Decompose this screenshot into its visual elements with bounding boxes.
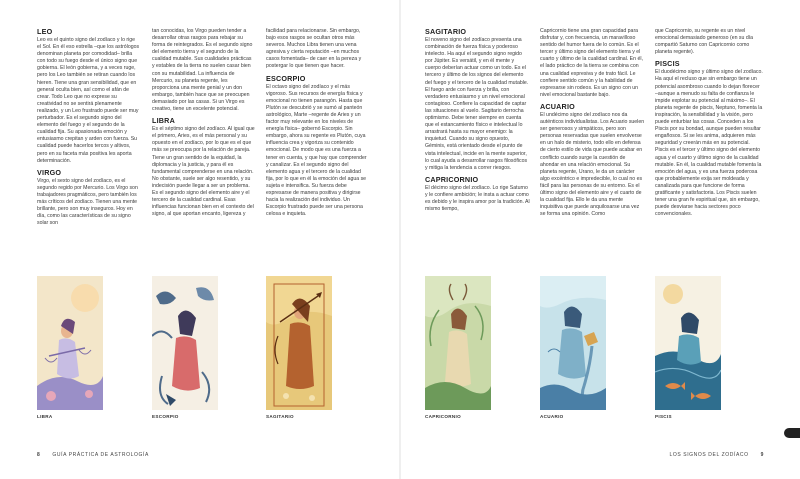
- footer-left: [37, 452, 149, 458]
- heading-capricornio: CAPRICORNIO: [425, 174, 479, 184]
- scorpio-illustration: [152, 276, 218, 410]
- heading-escorpio: ESCORPIO: [266, 73, 306, 83]
- left-page-number: 8: [37, 452, 41, 458]
- paragraph-sagitario: El noveno signo del zodíaco presenta una combinación de fuerza física y poderoso intelecto. Ha aquí el segundo signo regido por Júpiter. Es versátil, y en él mente y cuerpo deberían actuar como un todo. Es el tercero y último de los signos del elemento del fuego y el tercero de la cualidad mutable. El fuego arde con fuerza y brilla, con verdadero entusiasmo y un nivel emocional contagioso. Confiere la capacidad de captar las situaciones al vuelo. Sagitario derrocha optimismo. Debe tener siempre en cuenta que el estancamiento físico e intelectual lo arrastrará hasta su mayor enemigo: la inquietud. Cuando su signo opuesto, Géminis, está orientado desde el punto de vista intelectual, incide en la mente superior, lo cual ayuda a desarrollar rasgos filosóficos y mitiga la tendencia a correr riesgos.: [425, 37, 529, 171]
- paragraph-capricornio: El décimo signo del zodíaco. Lo rige Saturno y le confiere ambición; le insta a actuar como es debido y le inspira amor por la tradición. Al mismo tiempo,: [425, 184, 530, 213]
- paragraph-piscis: El duodécimo signo y último signo del zodíaco. Ha aquí el recluso que sin embargo tiene un potencial asombroso cuando lo dejan florecer –aunque a menudo su falta de confianza le impide explotar su potencial al máximo–. El planeta regente de piscis, Neptuno, fomenta la inspiración, la sensibilidad y la visión, pero puede enturbiar las cosas. Conceden a los Piscis por su bondad, aunque pueden resultar engañosos. Si se les anima, adquieren más seguridad y creerán más en su potencial. Piscis es el tercer y último signo del elemento agua y el cuarto y último signo de la cualidad mutable. En él, la cualidad mutable fomenta la emoción del agua, y es una fuerza poderosa que probablemente exija ser moldeada y canalizada para que funcione de forma gratificante y satisfactoria. Los Piscis suelen tener una gran fe espiritual que, sin embargo, puede desviarse hacia sectores poco convencionales.: [655, 69, 763, 218]
- left-running-title: GUÍA PRÁCTICA DE ASTROLOGÍA: [52, 452, 149, 458]
- heading-acuario: ACUARIO: [540, 101, 575, 111]
- heading-virgo: VIRGO: [37, 167, 62, 177]
- text-column-3: [266, 28, 369, 218]
- paragraph-escorpio: El octavo signo del zodíaco y el más vigoroso. Sus recursos de energía física y emocional no tienen parangón. Hasta que Plutón se descubrió y se sumó al panteón astrológico, Marte –regente de Aries y un factor muy relevante en los niveles de energía física– gobernó Escorpio. Sin embargo, ahora su regente es Plutón, cuya influencia crea y vigoriza su contenido emocional. De modo que es una fuerza a tener en cuenta, y que hay que comprender y canalizar. Es el segundo signo del elemento agua y el tercero de la cualidad fija, por lo que en él la emoción del agua se sujeta e intensifica. Su fuerza debe expresarse de manera positiva y dirigirse hacia la realización del individuo. Un Escorpio frustrado puede ser una persona celosa e inquieta.: [266, 83, 367, 218]
- heading-piscis: PISCIS: [655, 59, 680, 69]
- paragraph-libra-cont: facilidad para relacionarse. Sin embargo, bajo esos rasgos se ocultan otros más severos. Muchos Libra tienen una vena agresiva y cierta reputación –en muchos casos fomentada– de caer en la pereza y postergar lo que tienen que hacer.: [266, 28, 362, 70]
- caption-capricornio: CAPRICORNIO: [425, 414, 461, 419]
- heading-sagitario: SAGITARIO: [425, 27, 467, 36]
- capricorn-illustration: [425, 276, 491, 410]
- aquarius-illustration: [540, 276, 606, 410]
- paragraph-virgo-cont: tan conocidas, los Virgo pueden tender a desarrollar otras rasgos para rebajar su forma de reintegrados. Es el segundo signo del elemento tierra y el segundo de la cualidad mutable. Sus cualidades prácticas y estables de la tierra no suelen casar bien con su mutabilidad. La influencia de Mercurio, su planeta regente, les proporciona una mente genial y un don embargo, también hace que se preocupen demasiado por las casas. Si un Virgo es creativo, tiene un excelente potencial.: [152, 28, 253, 113]
- paragraph-acuario: El undécimo signo del zodíaco nos da auténticos individualistas. Los Acuario suelen ser generosos y simpáticos, pero son personas reservadas que suelen envolverse en un halo de misterio, todo ello en defensa de cierto estilo de vida que puede acabar en conflicto cuando surge la cuestión de ahondar en una relación emocional. Su planeta regente, Urano, le da un carácter algo excéntrico e impredecible, lo cual no es fácil para las personas de su entorno. Es el último signo del elemento aire y el cuarto de la cualidad fija. Ello le da una mente inquisitiva que puede anquilosarse una vez se forma una opinión. Como: [540, 111, 645, 218]
- paragraph-acuario-cont: que Capricornio, su regente es un nivel emocional demasiado generoso (en su día compartió Saturno con Capricornio como planeta regente).: [655, 28, 754, 56]
- text-column-2: [152, 28, 255, 218]
- text-column-1: [37, 28, 140, 227]
- footer-right: [669, 452, 764, 458]
- paragraph-virgo: Virgo, el sexto signo del zodíaco, es el segundo regido por Mercurio. Los Virgo son trabajadores pragmáticos, pero también los más críticos del zodíaco. Tienen una mente brillante, pero son muy inseguros. Hoy en día, como las características de su signo solar son: [37, 177, 138, 227]
- heading-libra: LIBRA: [152, 116, 175, 126]
- paragraph-capricornio-cont: Capricornio tiene una gran capacidad para disfrutar y, con frecuencia, un maravilloso sentido del humor fuera de lo común. Es el tercer y último signo del elemento tierra y el cuarto y último de la cualidad cardinal. En él, el lado práctico de la tierra se combina con una cualidad expresiva y de trato fácil. Le confiere sentido común y la habilidad de expresarse sin rodeos. Es un signo con un nivel emocional bastante bajo.: [540, 28, 643, 98]
- caption-sagitario: SAGITARIO: [266, 414, 294, 419]
- pisces-illustration: [655, 276, 721, 410]
- text-column-6: [655, 28, 763, 218]
- text-column-5: [540, 28, 645, 218]
- caption-acuario: ACUARIO: [540, 414, 564, 419]
- paragraph-leo: Leo es el quinto signo del zodíaco y lo rige el Sol. En él eso estrella –que los astrólogos denominan planeta por comodidad– brilla con todo su fuego desde el único signo que gobierna. El león gobierna, y a veces ruge, pero los Leo también se retiran cuando los hieren. Tiene una gran sensibilidad, que en general oculta bien, así como el afán de crear. Todo Leo que no exprese su creatividad no se sentirá plenamente realizado, y un Leo frustrado puede ser muy perturbador. Es el segundo signo del elemento del fuego y el segundo de la cualidad fija. Su apasionada emoción y entusiasmo crepitan y arden con fuerza. Su cualidad puede hacerlos tercos y altivos, pero en su faceta más positiva les aporta determinación.: [37, 37, 140, 164]
- caption-libra: LIBRA: [37, 414, 53, 419]
- text-column-4: [425, 28, 530, 213]
- right-page-number: 9: [760, 452, 764, 458]
- right-running-title: LOS SIGNOS DEL ZODÍACO: [669, 452, 749, 458]
- heading-leo: LEO: [37, 27, 53, 36]
- caption-piscis: PISCIS: [655, 414, 672, 419]
- libra-illustration: [37, 276, 103, 410]
- paragraph-libra: Es el séptimo signo del zodíaco. Al igual que el primero, Aries, es el más personal y su opuesto en el zodíaco, por lo que es el que más se preocupa por la relación de pareja. Tiene un gran sentido de la equidad, la diplomacia y la justicia, y para él es fundamental comprenderse en una relación. No obstante, suele ser algo resentido, y su indecisión puede llegar a ser un problema. Es el segundo signo del elemento aire y el tercero de la cualidad cardinal. Esas influencias funcionan bien en el contexto del signo, al que aportan encanto, ligereza y: [152, 126, 255, 218]
- sagittarius-illustration: [266, 276, 332, 410]
- section-tab-marker: [784, 428, 800, 438]
- book-gutter: [399, 0, 401, 479]
- caption-escorpio: ESCORPIO: [152, 414, 179, 419]
